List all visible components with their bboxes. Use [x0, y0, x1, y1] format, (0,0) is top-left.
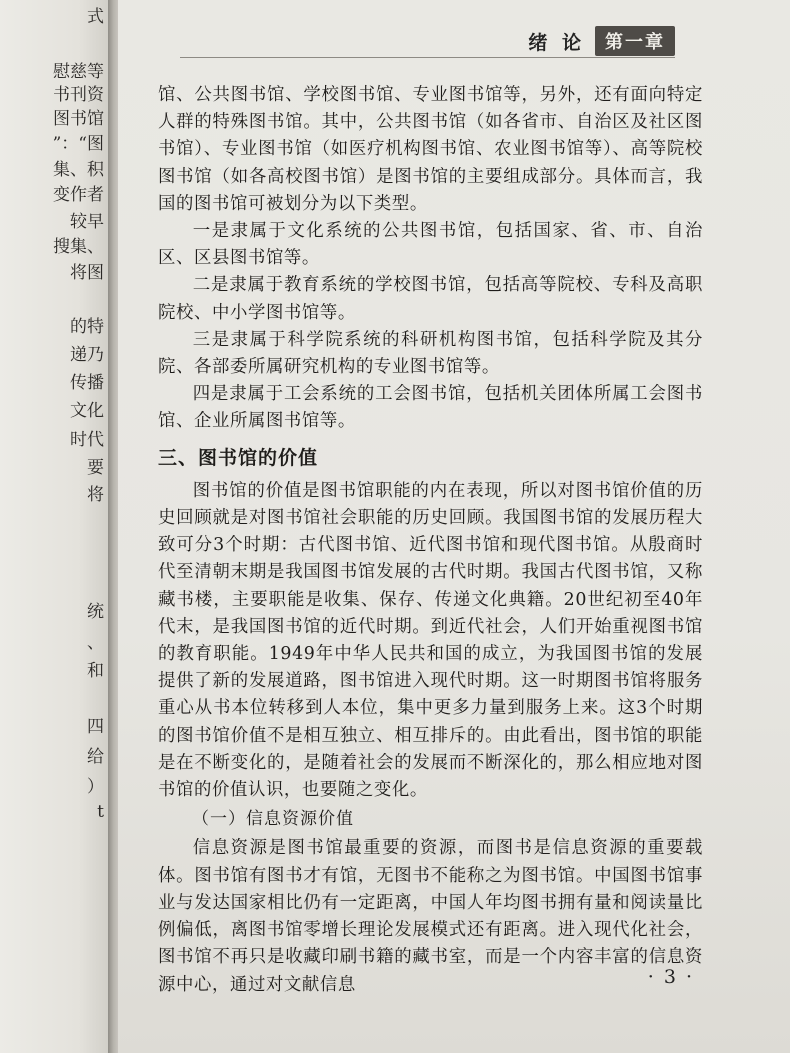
left-page-fragment: 式	[87, 7, 104, 27]
left-page-fragment: 书刊资	[53, 85, 104, 105]
left-page-fragment: 要	[87, 458, 104, 478]
header-chapter-badge: 第一章	[595, 26, 675, 56]
paragraph: 信息资源是图书馆最重要的资源，而图书是信息资源的重要载体。图书馆有图书才有馆，无图书不能称之为图书馆。中国图书馆事业与发达国家相比仍有一定距离，中国人年均图书拥有量和阅读量比例偏低，离图书馆零增长理论发展模式还有距离。进入现代化社会，图书馆不再只是收藏印刷书籍的藏书室，而是一个内容丰富的信息资源中心，通过对文献信息	[158, 838, 703, 995]
header-rule	[180, 57, 675, 58]
paragraph: 三是隶属于科学院系统的科研机构图书馆，包括科学院及其分院、各部委所属研究机构的专业图书馆等。	[158, 329, 703, 378]
right-page	[118, 0, 790, 1053]
left-page-fragment: t	[97, 802, 104, 822]
left-page-fragment: 将	[87, 485, 104, 505]
left-page-fragment: 四	[87, 717, 104, 737]
paragraph: 图书馆的价值是图书馆职能的内在表现，所以对图书馆价值的历史回顾就是对图书馆社会职能的历史回顾。我国图书馆的发展历程大致可分3个时期：古代图书馆、近代图书馆和现代图书馆。从殷商时代至清朝末期是我国图书馆发展的古代时期。我国古代图书馆，又称藏书楼，主要职能是收集、保存、传递文化典籍。20世纪初至40年代末，是我国图书馆的近代时期。到近代社会，人们开始重视图书馆的教育职能。1949年中华人民共和国的成立，为我国图书馆的发展提供了新的发展道路，图书馆进入现代时期。这一时期图书馆将服务重心从书本位转移到人本位，集中更多力量到服务上来。这3个时期的图书馆价值不是相互独立、相互排斥的。由此看出，图书馆的职能是在不断变化的，是随着社会的发展而不断深化的，那么相应地对图书馆的价值认识，也要随之变化。	[158, 480, 703, 801]
left-page-fragment: 变作者	[53, 185, 104, 205]
left-page-fragment: 给	[87, 747, 104, 767]
subsection-heading: （一）信息资源价值	[192, 809, 354, 830]
running-header	[528, 28, 675, 54]
left-page-fragment: 图书馆	[53, 109, 104, 129]
left-page	[0, 0, 112, 1053]
left-page-fragment: 时代	[70, 430, 104, 450]
left-page-fragment: ”：“图	[52, 134, 104, 154]
page-number: · 3 ·	[647, 966, 694, 988]
left-page-fragment: 和	[87, 661, 104, 681]
left-page-fragment: ）	[87, 777, 104, 797]
left-page-fragment: 慰慈等	[53, 62, 104, 82]
section-heading: 三、图书馆的价值	[158, 446, 319, 469]
left-page-fragment: 的特	[70, 317, 104, 337]
left-page-fragment: 将图	[70, 263, 104, 283]
left-page-fragment: 集、积	[53, 160, 104, 180]
paragraph: 一是隶属于文化系统的公共图书馆，包括国家、省、市、自治区、区县图书馆等。	[158, 221, 703, 269]
paragraph: 四是隶属于工会系统的工会图书馆，包括机关团体所属工会图书馆、企业所属图书馆等。	[158, 384, 703, 432]
left-page-fragment: 文化	[70, 401, 104, 421]
left-page-fragment: 递乃	[70, 345, 104, 365]
page-body	[158, 82, 703, 999]
paragraph: 二是隶属于教育系统的学校图书馆，包括高等院校、专科及高职院校、中小学图书馆等。	[158, 275, 703, 323]
left-page-fragment: 较早	[70, 212, 104, 232]
left-page-fragment: 统	[87, 602, 104, 622]
paragraph: 馆、公共图书馆、学校图书馆、专业图书馆等，另外，还有面向特定人群的特殊图书馆。其中，公共图书馆（如各省市、自治区及社区图书馆）、专业图书馆（如医疗机构图书馆、农业图书馆等）、高等院校图书馆（如各高校图书馆）是图书馆的主要组成部分。具体而言，我国的图书馆可被划分为以下类型。	[158, 85, 703, 214]
left-page-fragment: 传播	[70, 373, 104, 393]
left-page-fragment: 、	[87, 633, 104, 653]
header-section-title: 绪 论	[528, 31, 585, 54]
left-page-fragment: 搜集、	[53, 237, 104, 257]
